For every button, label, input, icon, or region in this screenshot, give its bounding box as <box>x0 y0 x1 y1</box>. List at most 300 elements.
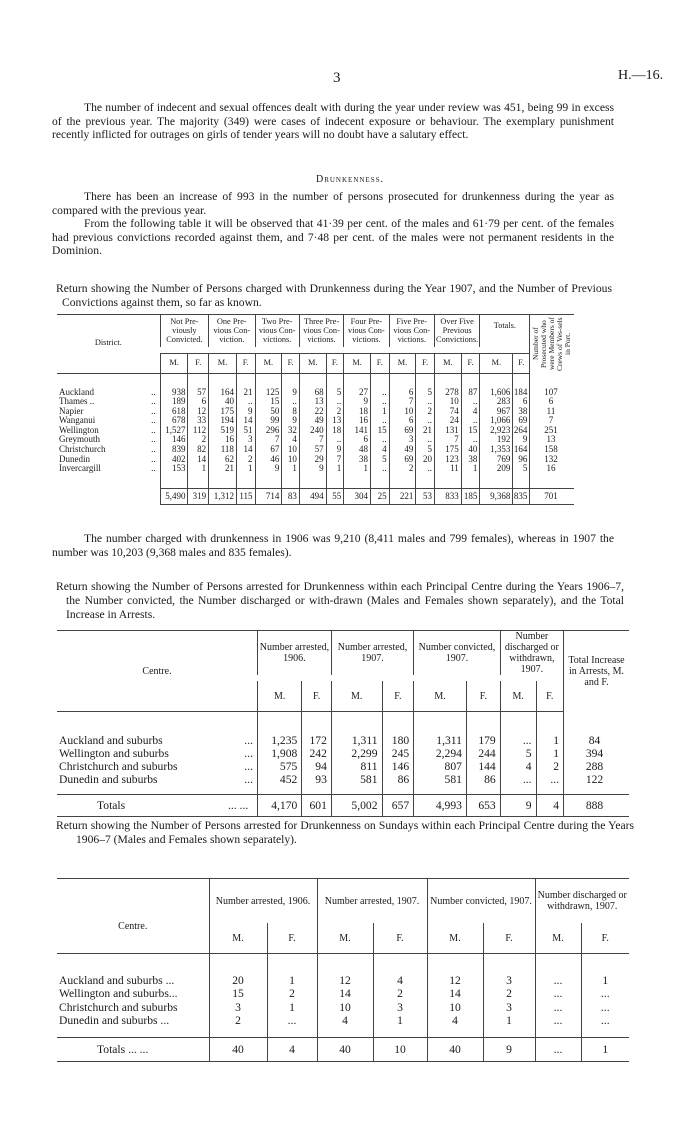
table3-female-header: F. <box>581 923 629 954</box>
table1-totals-row <box>57 488 617 505</box>
table2-male-header: M. <box>258 681 302 712</box>
table1-cell: .. <box>461 416 480 426</box>
table2-totals-dots: ... ... <box>228 795 258 817</box>
table1-cell: .. <box>371 464 390 474</box>
table3-female-header: F. <box>483 923 535 954</box>
table3-centre-header: Centre. <box>57 879 209 954</box>
table1-total-cell: 5,490 <box>160 488 188 505</box>
table1-female-header: F. <box>371 353 390 373</box>
table2-male-header: M. <box>414 681 467 712</box>
table1-total-cell: 53 <box>416 488 435 505</box>
table3-totals-label: Totals ... ... <box>57 1038 209 1062</box>
table1-cell: 87 <box>461 388 480 398</box>
table1-cell: 69 <box>389 455 416 465</box>
leader-dots: ... <box>244 747 253 760</box>
table2-total-cell: 657 <box>382 795 414 817</box>
table1-cell: 10 <box>282 455 300 465</box>
table1-cell: 24 <box>434 416 461 426</box>
centre-name: Auckland and suburbs ... <box>59 974 175 987</box>
table1-cell: 21 <box>236 388 255 398</box>
table3-cell: 1 <box>373 1014 427 1027</box>
table2-cell: 4 <box>500 760 536 773</box>
table1-cell: 118 <box>209 445 237 455</box>
table2-cell: 394 <box>564 747 629 760</box>
table3-cell: 2 <box>373 987 427 1000</box>
table2-cell: ... <box>536 773 563 786</box>
table1-cell: 49 <box>389 445 416 455</box>
table1-cell: 8 <box>282 407 300 417</box>
table1-total-cell: 701 <box>530 488 574 505</box>
table-arrests-principal-centres <box>57 630 629 817</box>
table1-cell: 2 <box>188 435 209 445</box>
table1-cell: 141 <box>344 426 371 436</box>
table1-female-header: F. <box>188 353 209 373</box>
table2-cell: 452 <box>258 773 302 786</box>
table1-cell: 1,527 <box>160 426 188 436</box>
table1-cell: 251 <box>530 426 574 436</box>
table2-cell: 94 <box>302 760 332 773</box>
table1-male-header: M. <box>480 353 513 373</box>
table1-male-header: M. <box>389 353 416 373</box>
leader-dots: .. <box>151 453 156 464</box>
table2-totals-row <box>57 795 629 817</box>
table1-cell: 14 <box>236 416 255 426</box>
table2-total-cell: 5,002 <box>331 795 382 817</box>
district-name: Thames .. <box>59 396 95 407</box>
table3-cell: 1 <box>483 1014 535 1027</box>
table1-female-header: F. <box>461 353 480 373</box>
table1-cell: 13 <box>299 397 326 407</box>
table1-cell: .. <box>326 397 344 407</box>
table2-cell: 179 <box>466 734 500 747</box>
table1-cell: 164 <box>513 445 530 455</box>
district-name: Auckland <box>59 386 94 397</box>
table2-row <box>57 734 629 747</box>
table3-totals-row <box>57 1038 629 1062</box>
table1-cell: 5 <box>371 455 390 465</box>
table1-group-header: Totals. <box>480 315 530 347</box>
table1-cell: 107 <box>530 388 574 398</box>
district-name: Christchurch <box>59 444 106 455</box>
table1-cell: 1 <box>461 464 480 474</box>
table3-cell: 1 <box>581 974 629 987</box>
table1-cell: 1,353 <box>480 445 513 455</box>
table2-cell: ... <box>500 734 536 747</box>
table1-cell: .. <box>371 435 390 445</box>
table1-total-cell: 319 <box>188 488 209 505</box>
table2-cell: 1,235 <box>258 734 302 747</box>
table2-cell: 122 <box>564 773 629 786</box>
table1-cell: 10 <box>389 407 416 417</box>
table3-cell: 3 <box>373 1001 427 1014</box>
table2-col-header: Total Increase in Arrests, M. and F. <box>564 631 629 712</box>
table1-total-cell: 714 <box>255 488 282 505</box>
table2-cell: 581 <box>414 773 467 786</box>
table1-cell: 1,606 <box>480 388 513 398</box>
table1-cell: 32 <box>282 426 300 436</box>
table1-cell: 7 <box>434 435 461 445</box>
table1-cell: 7 <box>255 435 282 445</box>
table1-female-header: F. <box>236 353 255 373</box>
table2-col-header: Number arrested, 1906. <box>258 631 332 676</box>
table1-cell: 13 <box>530 435 574 445</box>
table1-cell: 9 <box>236 407 255 417</box>
table3-cell: 4 <box>427 1014 483 1027</box>
table1-cell: 264 <box>513 426 530 436</box>
table2-cell: 2,299 <box>331 747 382 760</box>
table3-female-header: F. <box>373 923 427 954</box>
table2-cell: 146 <box>382 760 414 773</box>
table1-row <box>57 464 617 474</box>
table1-cell: 2 <box>236 455 255 465</box>
table1-female-header: F. <box>326 353 344 373</box>
table1-group-header: Two Pre-vious Con-victions. <box>255 315 299 347</box>
table1-crews-header: Number of Prosecuted who were Members of Crews of Ves-sels in Port. <box>530 317 572 371</box>
table1-cell: .. <box>416 435 435 445</box>
table1-cell: 1 <box>326 464 344 474</box>
table1-cell: .. <box>416 416 435 426</box>
table1-group-header: One Pre-vious Con-viction. <box>209 315 255 347</box>
table1-cell: 9 <box>282 388 300 398</box>
table1-cell: 21 <box>209 464 237 474</box>
table1-cell: .. <box>326 435 344 445</box>
table1-cell: 678 <box>160 416 188 426</box>
table3-cell: 3 <box>483 974 535 987</box>
table2-total-cell: 601 <box>302 795 332 817</box>
table3-cell: 20 <box>209 974 267 987</box>
table2-cell: 93 <box>302 773 332 786</box>
leader-dots: .. <box>151 424 156 435</box>
table1-cell: 296 <box>255 426 282 436</box>
table1-cell: 16 <box>209 435 237 445</box>
table1-male-header: M. <box>160 353 188 373</box>
table1-cell: .. <box>416 464 435 474</box>
leader-dots: ... <box>244 773 253 786</box>
table1-cell: 131 <box>434 426 461 436</box>
table1-cell: 1 <box>282 464 300 474</box>
table1-total-cell: 494 <box>299 488 326 505</box>
table3-cell: 10 <box>317 1001 373 1014</box>
table2-cell: 1,311 <box>331 734 382 747</box>
table1-cell: 278 <box>434 388 461 398</box>
table1-cell: 15 <box>255 397 282 407</box>
table1-cell: 146 <box>160 435 188 445</box>
table3-cell: 3 <box>209 1001 267 1014</box>
table3-cell: ... <box>581 987 629 1000</box>
table1-cell: 1 <box>236 464 255 474</box>
table2-total-cell: 653 <box>466 795 500 817</box>
district-name: Greymouth <box>59 434 100 445</box>
table1-cell: 194 <box>209 416 237 426</box>
table3-total-cell: 9 <box>483 1038 535 1062</box>
table2-cell: 180 <box>382 734 414 747</box>
table1-cell: 9 <box>282 416 300 426</box>
leader-dots: .. <box>151 405 156 416</box>
table1-cell: .. <box>371 388 390 398</box>
table3-cell: 1 <box>267 974 317 987</box>
table1-cell: 51 <box>236 426 255 436</box>
table3-female-header: F. <box>267 923 317 954</box>
table1-cell: 96 <box>513 455 530 465</box>
table1-cell: 57 <box>188 388 209 398</box>
table1-female-header: F. <box>513 353 530 373</box>
table1-cell: 20 <box>416 455 435 465</box>
table2-cell: 288 <box>564 760 629 773</box>
table3-cell: 2 <box>209 1014 267 1027</box>
table1-group-header: Not Pre-viously Convicted. <box>160 315 208 347</box>
table1-cell: 99 <box>255 416 282 426</box>
table1-cell: 2,923 <box>480 426 513 436</box>
table3-total-cell: 40 <box>317 1038 373 1062</box>
table1-cell: 1 <box>344 464 371 474</box>
table1-cell: 10 <box>434 397 461 407</box>
table1-cell: 67 <box>255 445 282 455</box>
table2-cell: 2,294 <box>414 747 467 760</box>
table2-total-cell: 4,993 <box>414 795 467 817</box>
table3-cell: 3 <box>483 1001 535 1014</box>
table1-cell: 184 <box>513 388 530 398</box>
table1-cell: 16 <box>344 416 371 426</box>
table1-cell: 4 <box>371 445 390 455</box>
table1-female-header: F. <box>282 353 300 373</box>
table1-cell: 3 <box>236 435 255 445</box>
table3-row <box>57 974 629 987</box>
table3-cell: 12 <box>427 974 483 987</box>
table2-female-header: F. <box>466 681 500 712</box>
table3-total-cell: 1 <box>581 1038 629 1062</box>
table1-cell: 18 <box>326 426 344 436</box>
centre-name: Wellington and suburbs <box>59 747 169 760</box>
table3-row <box>57 987 629 1000</box>
table1-cell: 240 <box>299 426 326 436</box>
table1-cell: 10 <box>282 445 300 455</box>
table3-cell: 12 <box>317 974 373 987</box>
leader-dots: .. <box>151 415 156 426</box>
table3-cell: ... <box>535 974 581 987</box>
table1-cell: 9 <box>299 464 326 474</box>
table3-cell: 4 <box>373 974 427 987</box>
table1-group-header: Four Pre-vious Con-victions. <box>344 315 389 347</box>
table1-male-header: M. <box>434 353 461 373</box>
table1-cell: 27 <box>344 388 371 398</box>
table1-cell: .. <box>371 416 390 426</box>
table1-cell: 132 <box>530 455 574 465</box>
centre-name: Wellington and suburbs... <box>59 987 178 1001</box>
table2-cell: 811 <box>331 760 382 773</box>
table2-col-header: Number discharged or withdrawn, 1907. <box>500 631 563 676</box>
table1-cell: 6 <box>513 397 530 407</box>
district-name: Napier <box>59 405 84 416</box>
table1-cell: 21 <box>416 426 435 436</box>
leader-dots: .. <box>151 386 156 397</box>
table1-cell: 69 <box>389 426 416 436</box>
table1-cell: 7 <box>389 397 416 407</box>
table1-cell: 519 <box>209 426 237 436</box>
table1-total-cell: 221 <box>389 488 416 505</box>
table3-cell: 1 <box>267 1001 317 1014</box>
table1-cell: 618 <box>160 407 188 417</box>
table1-cell: 69 <box>513 416 530 426</box>
section-heading-drunkenness: Drunkenness. <box>315 174 384 185</box>
table2-centre-header: Centre. <box>57 631 258 682</box>
table3-cell: 15 <box>209 987 267 1000</box>
table3-male-header: M. <box>317 923 373 954</box>
table1-total-cell: 55 <box>326 488 344 505</box>
table1-total-cell: 304 <box>344 488 371 505</box>
table1-cell: 3 <box>389 435 416 445</box>
table2-row <box>57 747 629 760</box>
table1-cell: 9 <box>344 397 371 407</box>
table3-male-header: M. <box>209 923 267 954</box>
table1-cell: 2 <box>416 407 435 417</box>
district-name: Wanganui <box>59 415 96 426</box>
table2-total-cell: 888 <box>564 795 629 817</box>
table3-col-header: Number arrested, 1907. <box>317 879 427 924</box>
table1-cell: 769 <box>480 455 513 465</box>
table1-female-header: F. <box>416 353 435 373</box>
table1-cell: 49 <box>299 416 326 426</box>
table1-cell: 7 <box>530 416 574 426</box>
table3-cell: 2 <box>267 987 317 1000</box>
table1-cell: 38 <box>344 455 371 465</box>
table1-cell: 74 <box>434 407 461 417</box>
paragraph-indecent-offences: The number of indecent and sexual offences dealt with during the year under review was 451, being 99 in excess of the previous year. The majority (349) were cases of indecent exposure or behaviour. The exemplary punishment recently inflicted for outrages on girls of tender years will no doubt have a salutary effect. <box>52 101 614 142</box>
table1-cell: 22 <box>299 407 326 417</box>
table2-cell: 86 <box>466 773 500 786</box>
table1-cell: 14 <box>188 455 209 465</box>
table1-male-header: M. <box>209 353 237 373</box>
table1-cell: 82 <box>188 445 209 455</box>
table2-female-header: F. <box>536 681 563 712</box>
table1-cell: 283 <box>480 397 513 407</box>
table1-cell: 38 <box>513 407 530 417</box>
table1-district-header: District. <box>57 315 160 354</box>
table1-cell: 1 <box>371 407 390 417</box>
table1-cell: 125 <box>255 388 282 398</box>
table1-cell: 209 <box>480 464 513 474</box>
centre-name: Dunedin and suburbs <box>59 773 158 786</box>
table2-cell: 245 <box>382 747 414 760</box>
table3-total-cell: 4 <box>267 1038 317 1062</box>
table1-cell: 9 <box>255 464 282 474</box>
table3-cell: 10 <box>427 1001 483 1014</box>
table1-cell: 18 <box>344 407 371 417</box>
table2-row <box>57 760 629 773</box>
table1-total-cell: 115 <box>236 488 255 505</box>
table1-cell: 967 <box>480 407 513 417</box>
table3-total-cell: ... <box>535 1038 581 1062</box>
table1-cell: 15 <box>371 426 390 436</box>
table1-cell: 33 <box>188 416 209 426</box>
table2-cell: 242 <box>302 747 332 760</box>
table2-total-cell: 9 <box>500 795 536 817</box>
table1-cell: 164 <box>209 388 237 398</box>
table1-total-cell: 83 <box>282 488 300 505</box>
table1-cell: 40 <box>461 445 480 455</box>
table3-col-header: Number discharged or withdrawn, 1907. <box>535 879 629 924</box>
table3-cell: ... <box>581 1014 629 1027</box>
table3-total-cell: 40 <box>427 1038 483 1062</box>
table2-male-header: M. <box>331 681 382 712</box>
table1-cell: 9 <box>513 435 530 445</box>
table1-cell: .. <box>371 397 390 407</box>
centre-name: Christchurch and suburbs <box>59 760 178 773</box>
centre-name: Christchurch and suburbs <box>59 1000 178 1014</box>
table3-cell: ... <box>535 1001 581 1014</box>
table1-cell: 38 <box>461 455 480 465</box>
table1-cell: 5 <box>416 388 435 398</box>
table1-group-header: Three Pre-vious Con-victions. <box>299 315 343 347</box>
page-number: 3 <box>333 70 341 86</box>
leader-dots: .. <box>151 396 156 407</box>
table1-cell: 12 <box>188 407 209 417</box>
table1-cell: 15 <box>461 426 480 436</box>
table3-total-cell: 40 <box>209 1038 267 1062</box>
table2-col-header: Number arrested, 1907. <box>331 631 413 676</box>
table3-male-header: M. <box>535 923 581 954</box>
table3-cell: 14 <box>317 987 373 1000</box>
table3-cell: ... <box>267 1014 317 1027</box>
table2-row <box>57 773 629 786</box>
table2-cell: 1,908 <box>258 747 302 760</box>
table1-cell: 175 <box>209 407 237 417</box>
centre-name: Auckland and suburbs <box>59 734 163 747</box>
table2-total-cell: 4,170 <box>258 795 302 817</box>
table1-cell: 189 <box>160 397 188 407</box>
table1-cell: 5 <box>513 464 530 474</box>
district-name: Wellington <box>59 424 99 435</box>
table2-col-header: Number convicted, 1907. <box>414 631 501 676</box>
table1-cell: 112 <box>188 426 209 436</box>
table1-cell: 14 <box>236 445 255 455</box>
table1-cell: 2 <box>389 464 416 474</box>
table-drunkenness-previous-convictions <box>57 314 617 505</box>
paragraph-charged-comparison: The number charged with drunkenness in 1906 was 9,210 (8,411 males and 799 females), whereas in 1907 the number was 10,203 (9,368 males and 835 females). <box>52 532 614 559</box>
table1-male-header: M. <box>255 353 282 373</box>
table2-cell: ... <box>500 773 536 786</box>
table1-total-cell: 833 <box>434 488 461 505</box>
table2-female-header: F. <box>382 681 414 712</box>
table1-cell: 6 <box>344 435 371 445</box>
table3-col-header: Number arrested, 1906. <box>209 879 317 924</box>
table1-cell: 16 <box>530 464 574 474</box>
table1-cell: 4 <box>461 407 480 417</box>
table2-male-header: M. <box>500 681 536 712</box>
table1-cell: .. <box>236 397 255 407</box>
table1-cell: 938 <box>160 388 188 398</box>
table1-cell: 2 <box>326 407 344 417</box>
table1-cell: 158 <box>530 445 574 455</box>
table3-cell: 4 <box>317 1014 373 1027</box>
table1-male-header: M. <box>299 353 326 373</box>
table1-cell: 839 <box>160 445 188 455</box>
table1-cell: .. <box>282 397 300 407</box>
table1-cell: 1 <box>188 464 209 474</box>
table1-cell: 46 <box>255 455 282 465</box>
leader-dots: ... <box>244 734 253 747</box>
table1-total-cell: 1,312 <box>209 488 237 505</box>
table1-cell: 6 <box>389 416 416 426</box>
table1-cell: 29 <box>299 455 326 465</box>
table1-cell: 57 <box>299 445 326 455</box>
table1-cell: 7 <box>299 435 326 445</box>
table1-cell: 153 <box>160 464 188 474</box>
table1-total-cell: 25 <box>371 488 390 505</box>
table1-cell: 1,066 <box>480 416 513 426</box>
paragraph-drunkenness-percentages: From the following table it will be observed that 41·39 per cent. of the males and 61·79 per cent. of the females had previous convictions recorded against them, and 7·48 per cent. of the males were not permanent residents in the Dominion. <box>52 217 614 258</box>
table-sunday-arrests <box>57 878 629 1062</box>
district-name: Invercargill <box>59 463 101 474</box>
